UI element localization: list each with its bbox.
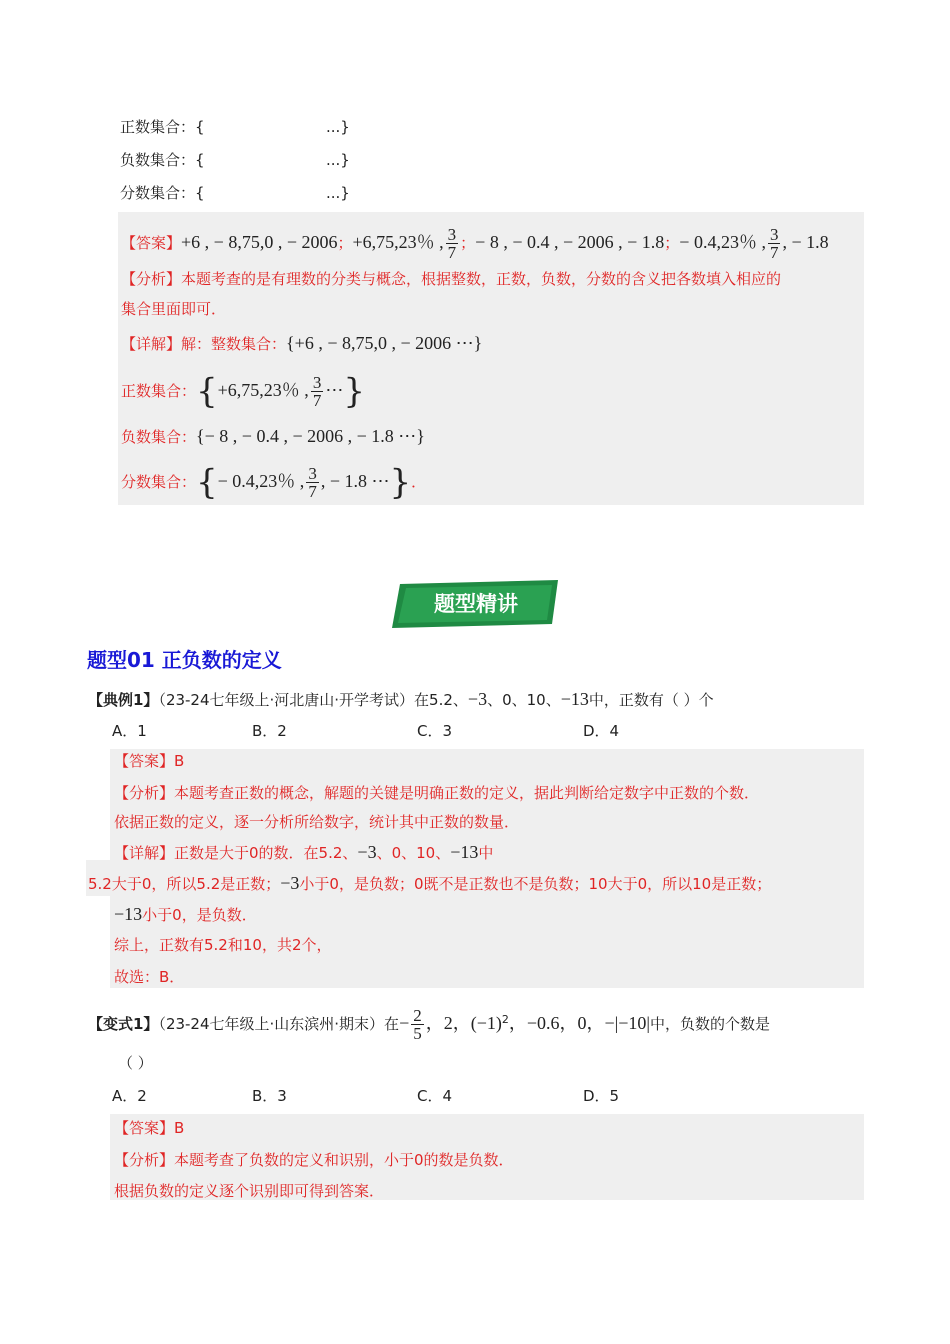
variant1-power-base: (−1)	[470, 1013, 502, 1033]
fraction-numerator: 3	[769, 225, 779, 244]
variant1-list-b: ，−0.6，0，−	[508, 1013, 615, 1033]
detail1-prefix: 解：整数集合：	[181, 335, 287, 353]
analysis1-text-1: 本题考查的是有理数的分类与概念，根据整数，正数，负数，分数的含义把各数填入相应的	[181, 270, 782, 288]
detail1-tag: 【详解】	[121, 335, 182, 353]
variant1-question	[88, 1000, 770, 1044]
example1-detail-b: 、0、10、	[376, 844, 451, 862]
analysis1-line1	[121, 268, 781, 290]
example1-analysis-text: 本题考查正数的概念，解题的关键是明确正数的定义，据此判断给定数字中正数的个数．	[174, 784, 760, 802]
example1-detail-a: 正数是大于0的数．在5.2、	[174, 844, 358, 862]
answer1-int-set: +6 , − 8,75,0 , − 2006	[181, 232, 338, 252]
analysis1-line2: 集合里面即可．	[121, 300, 227, 318]
variant1-tail: 中，负数的个数是	[650, 1015, 771, 1033]
variant1-fraction	[411, 1007, 424, 1042]
detail1-frac-set-a: − 0.4,23％ ,	[217, 471, 305, 491]
example1-detail2-a: 5.2大于0，所以5.2是正数；	[88, 875, 281, 893]
positive-set-open: 正数集合：{	[120, 118, 205, 136]
variant1-option-b: B．3	[252, 1087, 287, 1105]
example1-option-a: A．1	[112, 722, 147, 740]
fraction-set-label: 分数集合：{	[120, 184, 205, 202]
example1-detail-neg3: −3	[357, 842, 377, 862]
fraction-set-close: ...}	[326, 184, 350, 202]
example1-detail-line2	[88, 871, 771, 896]
variant1-tag: 【变式1】	[88, 1015, 159, 1033]
variant1-paren: （ ）	[118, 1054, 153, 1072]
example1-choice: 故选：B．	[114, 968, 185, 986]
variant1-analysis-line2: 根据负数的定义逐个识别即可得到答案．	[114, 1182, 385, 1200]
variant1-exponent: 2	[501, 1013, 509, 1026]
negative-set-close: ...}	[326, 151, 350, 169]
example1-num-neg13: −13	[560, 689, 589, 709]
example1-analysis-tag: 【分析】	[114, 784, 175, 802]
negative-set-label: 负数集合：{	[120, 151, 205, 169]
variant1-list-a: ，2，	[425, 1013, 471, 1033]
section-title: 题型01 正负数的定义	[87, 648, 282, 672]
detail1-neg-set: {− 8 , − 0.4 , − 2006 , − 1.8 ⋯}	[196, 426, 425, 446]
example1-detail2-b: 小于0，是负数；0既不是正数也不是负数；10大于0，所以10是正数；	[299, 875, 772, 893]
example1-analysis-line1	[114, 782, 759, 804]
analysis1-tag: 【分析】	[121, 270, 182, 288]
variant1-option-c: C．4	[417, 1087, 453, 1105]
detail1-frac-label: 分数集合：	[121, 473, 197, 491]
answer1-fraction-2	[768, 226, 781, 261]
answer1-sep-2: ；	[460, 234, 476, 252]
detail1-pos-set: +6,75,23％ ,	[217, 380, 309, 400]
example1-summary: 综上，正数有5.2和10，共2个，	[114, 936, 332, 954]
example1-detail-c: 中	[478, 844, 494, 862]
example1-option-d: D．4	[583, 722, 620, 740]
example1-tag: 【典例1】	[88, 691, 159, 709]
fraction-numerator: 3	[447, 225, 457, 244]
detail1-frac-fraction	[306, 465, 319, 500]
variant1-option-a: A．2	[112, 1087, 147, 1105]
answer1-neg-set: − 8 , − 0.4 , − 2006 , − 1.8	[475, 232, 665, 252]
example1-detail-line3	[114, 902, 257, 927]
fraction-denominator: 7	[447, 243, 457, 262]
example1-detail-line1	[114, 840, 493, 865]
fraction-denominator: 7	[312, 391, 322, 410]
example1-detail3-b: 小于0，是负数．	[142, 906, 257, 924]
detail1-fraction-line	[121, 461, 426, 502]
answer1-line	[121, 226, 829, 261]
detail1-period: ．	[411, 473, 427, 491]
example1-option-c: C．3	[417, 722, 453, 740]
variant1-analysis-tag: 【分析】	[114, 1151, 175, 1169]
detail1-positive-line	[121, 370, 365, 411]
detail1-negative-line	[121, 424, 425, 449]
example1-detail-tag: 【详解】	[114, 844, 175, 862]
example1-num-neg3: −3	[467, 689, 488, 709]
left-brace: {	[196, 462, 218, 503]
right-brace: }	[389, 462, 412, 503]
fraction-denominator: 5	[413, 1024, 422, 1043]
fraction-denominator: 7	[769, 243, 779, 262]
example1-detail2-neg3: −3	[280, 873, 300, 893]
variant1-analysis-text: 本题考查了负数的定义和识别，小于0的数是负数．	[174, 1151, 514, 1169]
example1-option-b: B．2	[252, 722, 287, 740]
fraction-numerator: 2	[413, 1006, 422, 1025]
variant1-answer: 【答案】B	[114, 1119, 185, 1137]
example1-source: （23-24七年级上·河北唐山·开学考试）在5.2、	[158, 691, 468, 709]
detail1-frac-set-b: , − 1.8 ⋯	[320, 471, 390, 491]
banner-text: 题型精讲	[434, 592, 518, 616]
example1-analysis-line2: 依据正数的定义，逐一分析所给数字，统计其中正数的数量．	[114, 813, 520, 831]
answer1-tag: 【答案】	[121, 234, 182, 252]
answer1-fraction-1	[446, 226, 459, 261]
variant1-abs-value: |−10|	[614, 1013, 651, 1033]
example1-detail3-neg13: −13	[114, 904, 143, 924]
answer1-pos-set: +6,75,23％ ,	[352, 232, 444, 252]
fraction-numerator: 3	[312, 373, 322, 392]
right-brace: }	[343, 371, 365, 412]
answer1-frac-set-a: − 0.4,23％ ,	[679, 232, 766, 252]
example1-sep: 、0、10、	[487, 691, 561, 709]
answer1-frac-set-b: , − 1.8	[782, 232, 829, 252]
answer1-sep-1: ；	[337, 234, 353, 252]
positive-set-label	[120, 116, 205, 138]
example1-question	[88, 687, 714, 712]
positive-set-close: ...}	[326, 118, 350, 136]
variant1-minus: −	[399, 1013, 410, 1033]
variant1-analysis-line1	[114, 1149, 514, 1171]
variant1-option-d: D．5	[583, 1087, 620, 1105]
fraction-denominator: 7	[308, 482, 317, 501]
detail1-pos-fraction	[311, 374, 324, 409]
variant1-source: （23-24七年级上·山东滨州·期末）在	[158, 1015, 400, 1033]
fraction-numerator: 3	[308, 464, 317, 483]
answer1-sep-3: ；	[664, 234, 680, 252]
detail1-neg-label: 负数集合：	[121, 428, 197, 446]
example1-answer: 【答案】B	[114, 752, 185, 770]
example1-detail-neg13: −13	[450, 842, 479, 862]
detail1-line1	[121, 331, 482, 356]
detail1-pos-label: 正数集合：	[121, 382, 197, 400]
detail1-pos-tail: ⋯	[325, 380, 344, 400]
detail1-int-set: {+6 , − 8,75,0 , − 2006 ⋯}	[286, 333, 483, 353]
left-brace: {	[196, 371, 218, 412]
example1-tail: 中，正数有（ ）个	[588, 691, 714, 709]
section-banner	[392, 580, 560, 630]
